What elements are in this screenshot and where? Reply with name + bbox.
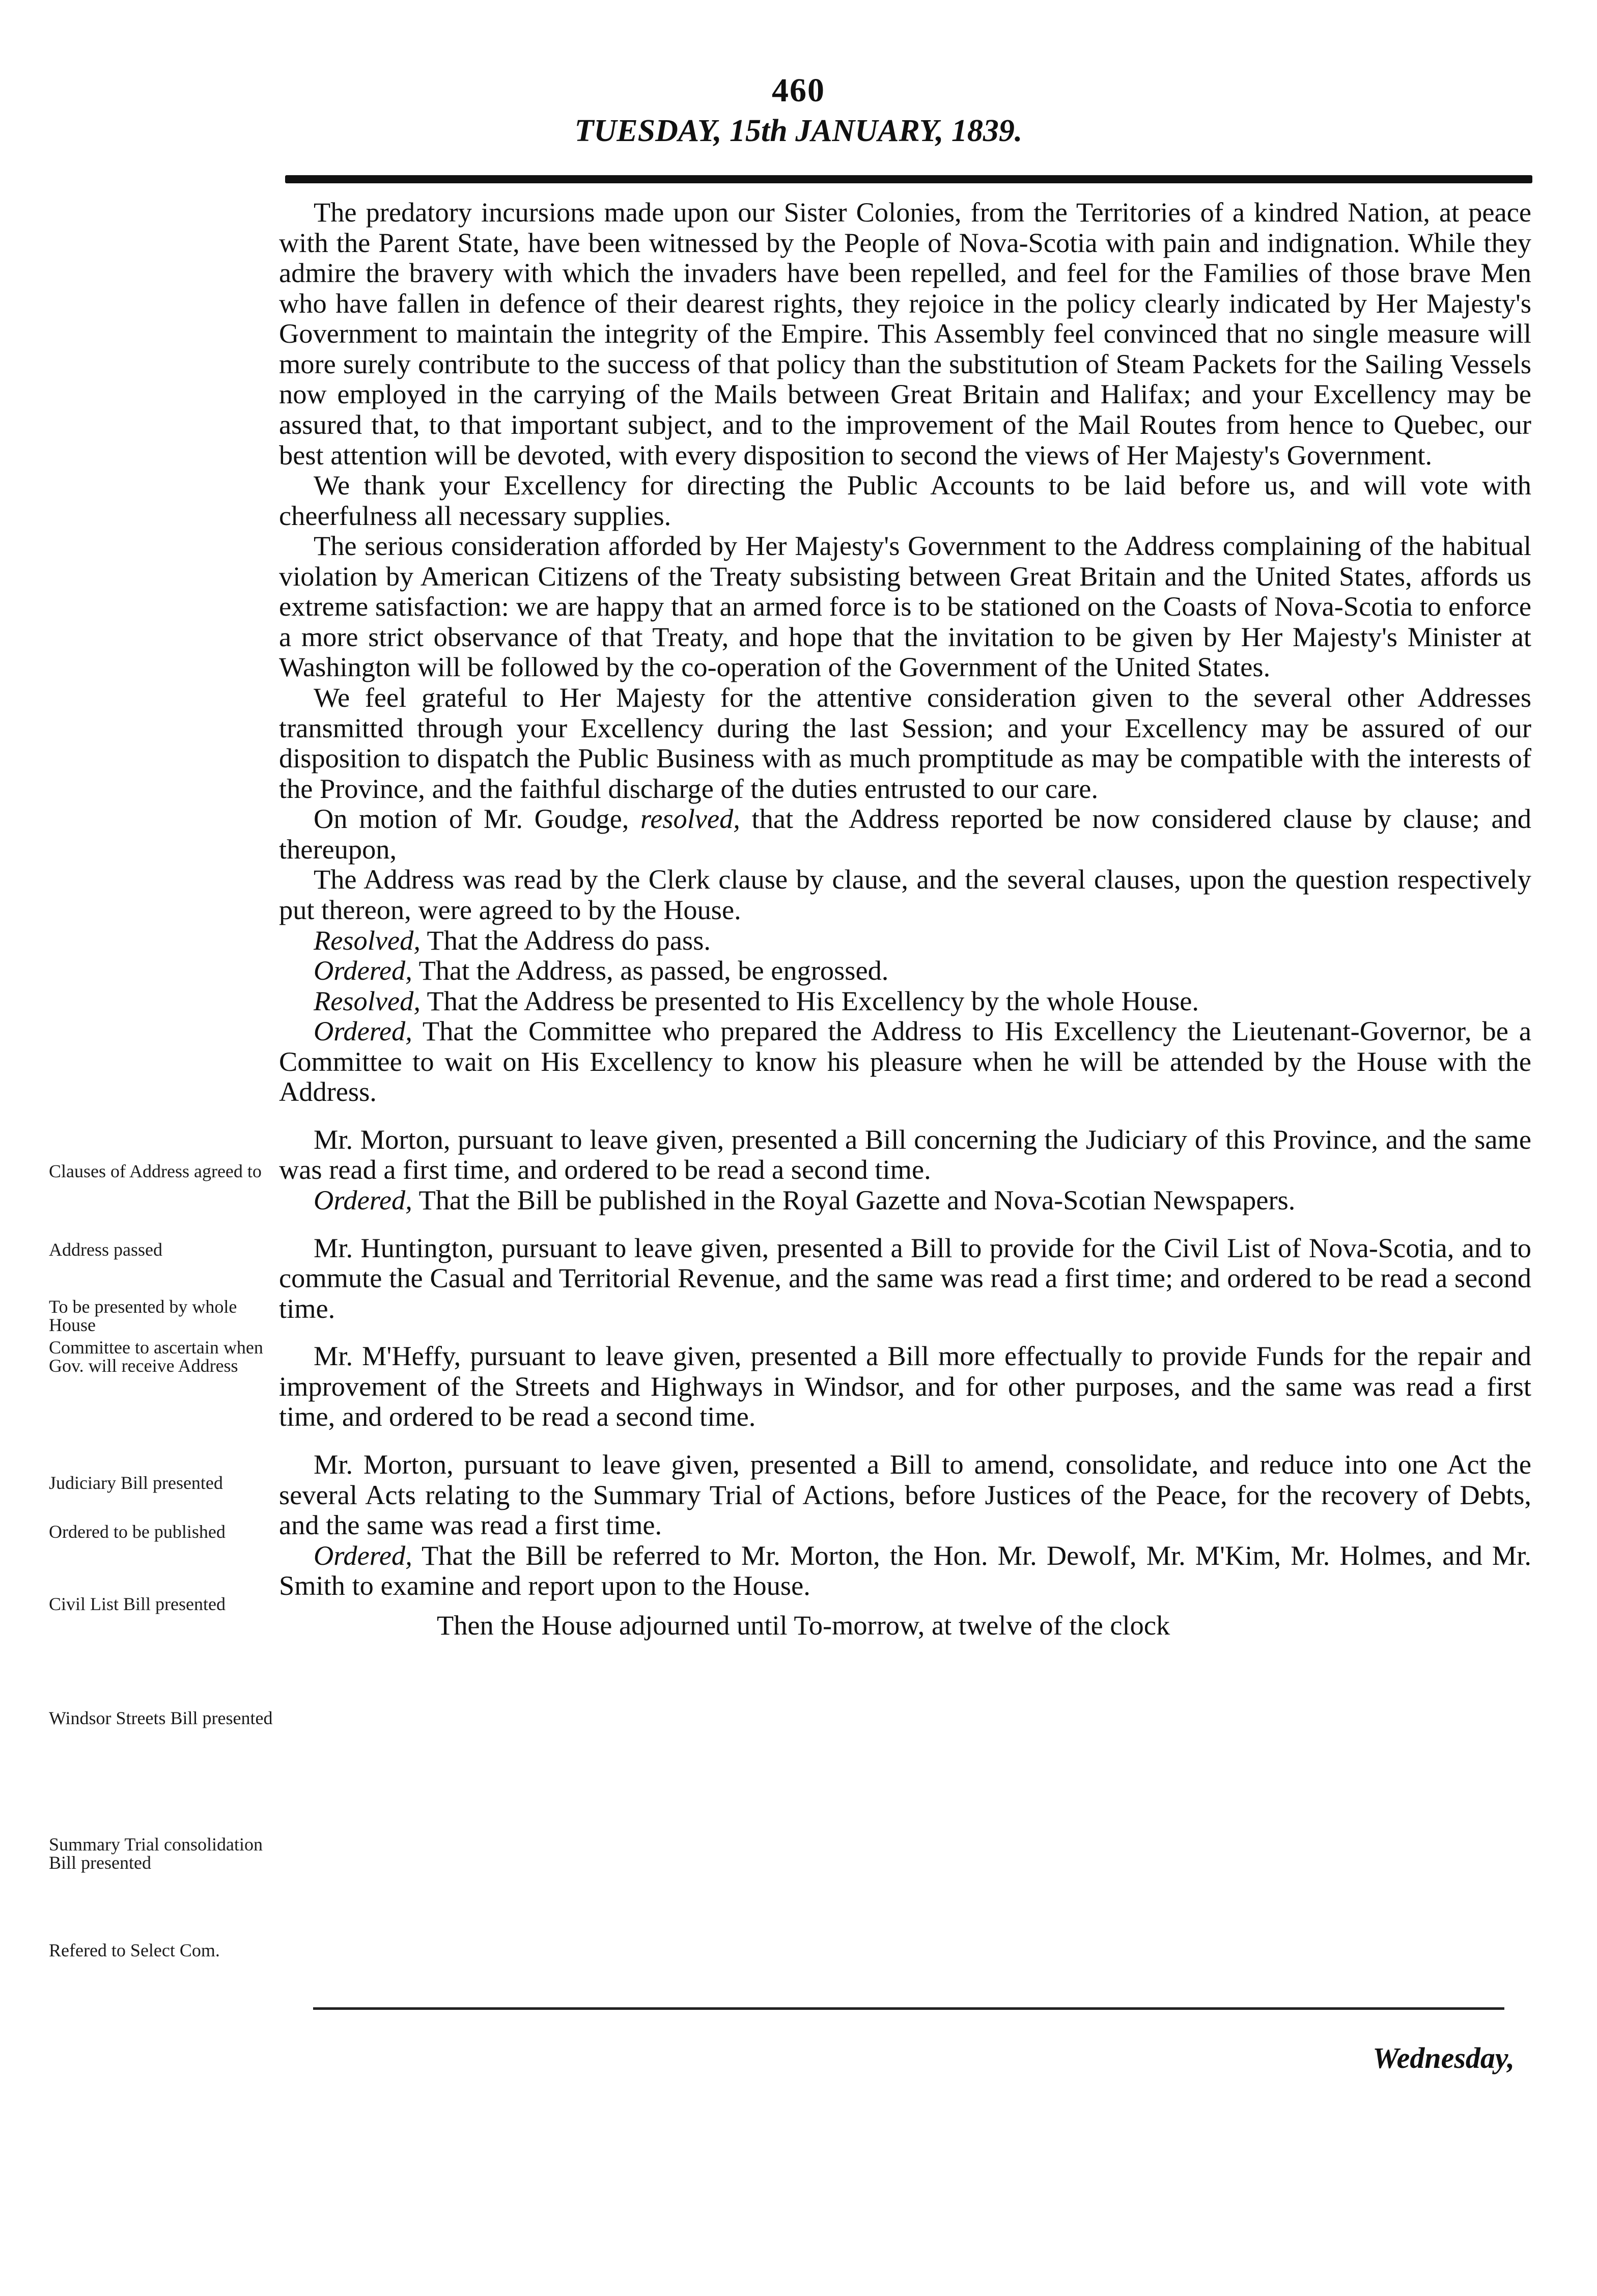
ordered-italic: Ordered, xyxy=(314,955,412,986)
paragraph-judiciary-bill: Mr. Morton, pursuant to leave given, presented a Bill concerning the Judiciary of this Province, and the same was read a first time, and ordered to be read a second time. xyxy=(279,1124,1531,1185)
margin-notes xyxy=(49,0,273,2296)
paragraph-published xyxy=(279,1185,1531,1216)
paragraph-predatory-incursions: The predatory incursions made upon our Sister Colonies, from the Territories of a kindred Nation, at peace with the Parent State, have been witnessed by the People of Nova-Scotia with pain and indignation. While they admire the bravery with which the invaders have been repelled, and feel for the Families of those brave Men who have fallen in defence of their dearest rights, they rejoice in the policy clearly indicated by Her Majesty's Government to maintain the integrity of the Empire. This Assembly feel convinced that no single measure will more surely contribute to the success of that policy than the substitution of Steam Packets for the Sailing Vessels now employed in the carrying of the Mails between Great Britain and Halifax; and your Excellency may be assured that, to that important subject, and to the improvement of the Mail Routes from hence to Quebec, our best attention will be devoted, with every disposition to second the views of Her Majesty's Government. xyxy=(279,197,1531,471)
order-text: That the Bill be published in the Royal Gazette and Nova-Scotian Newspapers. xyxy=(418,1185,1296,1215)
margin-note-civil-list-bill: Civil List Bill presented xyxy=(49,1594,226,1614)
paragraph-windsor-streets-bill: Mr. M'Heffy, pursuant to leave given, presented a Bill more effectually to provide Funds for the repair and improvement of the Streets and Highways in Windsor, and for other purposes, and the same was read a first time, and ordered to be read a second time. xyxy=(279,1341,1531,1432)
margin-note-refered-select: Refered to Select Com. xyxy=(49,1940,220,1960)
paragraph-motion-goudge xyxy=(279,804,1531,865)
catchword: Wednesday, xyxy=(1372,2041,1515,2074)
paragraph-treaty: The serious consideration afforded by Her Majesty's Government to the Address complaining of the habitual violation by American Citizens of the Treaty subsisting between Great Britain and the United States, affords us extreme satisfaction: we are happy that an armed force is to be stationed on the Coasts of Nova-Scotia to enforce a more strict observance of that Treaty, and hope that the invitation to be given by Her Majesty's Minister at Washington will be followed by the co-operation of the Government of the United States. xyxy=(279,531,1531,683)
paragraph-committee-wait xyxy=(279,1016,1531,1108)
paragraph-grateful: We feel grateful to Her Majesty for the attentive consideration given to the several other Addresses transmitted through your Excellency during the last Session; and your Excellency may be assured of our disposition to dispatch the Public Business with as much promptitude as may be compatible with the interests of the Province, and the faithful discharge of the duties entrusted to our care. xyxy=(279,682,1531,804)
date-heading: TUESDAY, 15th JANUARY, 1839. xyxy=(574,114,1023,148)
resolved-italic: Resolved, xyxy=(314,925,421,956)
order-text: That the Address, as passed, be engrossed. xyxy=(418,955,889,986)
margin-note-clauses-agreed: Clauses of Address agreed to xyxy=(49,1161,262,1181)
header-rule xyxy=(285,175,1532,183)
order-text: That the Bill be referred to Mr. Morton, the Hon. Mr. Dewolf, Mr. M'Kim, Mr. Holmes, and Mr. Smith to examine and report upon to the House. xyxy=(279,1540,1531,1601)
resolution-text: That the Address do pass. xyxy=(427,925,711,956)
paragraph-adjourned: Then the House adjourned until To-morrow, at twelve of the clock xyxy=(437,1610,1170,1641)
footer-rule xyxy=(313,2007,1504,2010)
motion-rest: that the Address reported be now considered clause by clause; and thereupon, xyxy=(279,804,1531,865)
page-number: 460 xyxy=(772,72,825,109)
paragraph-engrossed xyxy=(279,956,1531,986)
margin-note-judiciary-bill: Judiciary Bill presented xyxy=(49,1473,223,1493)
margin-note-ordered-published: Ordered to be published xyxy=(49,1522,226,1542)
paragraph-public-accounts: We thank your Excellency for directing the Public Accounts to be laid before us, and will vote with cheerfulness all necessary supplies. xyxy=(279,470,1531,531)
margin-note-committee-ascertain: Committee to ascertain when Gov. will receive Address xyxy=(49,1337,263,1376)
paragraph-civil-list-bill: Mr. Huntington, pursuant to leave given, presented a Bill to provide for the Civil List of Nova-Scotia, and to commute the Casual and Territorial Revenue, and the same was read a first time; and ordered to be read a second time. xyxy=(279,1232,1531,1324)
motion-text: On motion of Mr. Goudge, xyxy=(314,804,629,835)
paragraph-address-pass xyxy=(279,926,1531,956)
margin-note-address-passed: Address passed xyxy=(49,1239,162,1260)
ordered-italic: Ordered, xyxy=(314,1540,412,1571)
paragraph-summary-trial-bill: Mr. Morton, pursuant to leave given, presented a Bill to amend, consolidate, and reduce into one Act the several Acts relating to the Summary Trial of Actions, before Justices of the Peace, for the recovery of Debts, and the same was read a first time. xyxy=(279,1449,1531,1541)
paragraph-presented-whole-house xyxy=(279,986,1531,1017)
paragraph-address-read: The Address was read by the Clerk clause by clause, and the several clauses, upon the question respectively put thereon, were agreed to by the House. xyxy=(279,864,1531,925)
resolution-text: That the Address be presented to His Excellency by the whole House. xyxy=(427,985,1199,1016)
order-text: That the Committee who prepared the Address to His Excellency the Lieutenant-Governor, be a Committee to wait on His Excellency to know his pleasure when he will be attended by the House with the Address. xyxy=(279,1016,1531,1108)
ordered-italic: Ordered, xyxy=(314,1016,412,1047)
resolved-italic: resolved, xyxy=(640,804,740,835)
ordered-italic: Ordered, xyxy=(314,1185,412,1215)
margin-note-to-be-presented: To be presented by whole House xyxy=(49,1296,237,1335)
margin-note-windsor-streets: Windsor Streets Bill presented xyxy=(49,1708,273,1728)
margin-note-summary-trial: Summary Trial consolidation Bill presented xyxy=(49,1834,263,1873)
resolved-italic: Resolved, xyxy=(314,985,421,1016)
body-text xyxy=(279,198,1531,1641)
paragraph-referred-select xyxy=(279,1541,1531,1601)
